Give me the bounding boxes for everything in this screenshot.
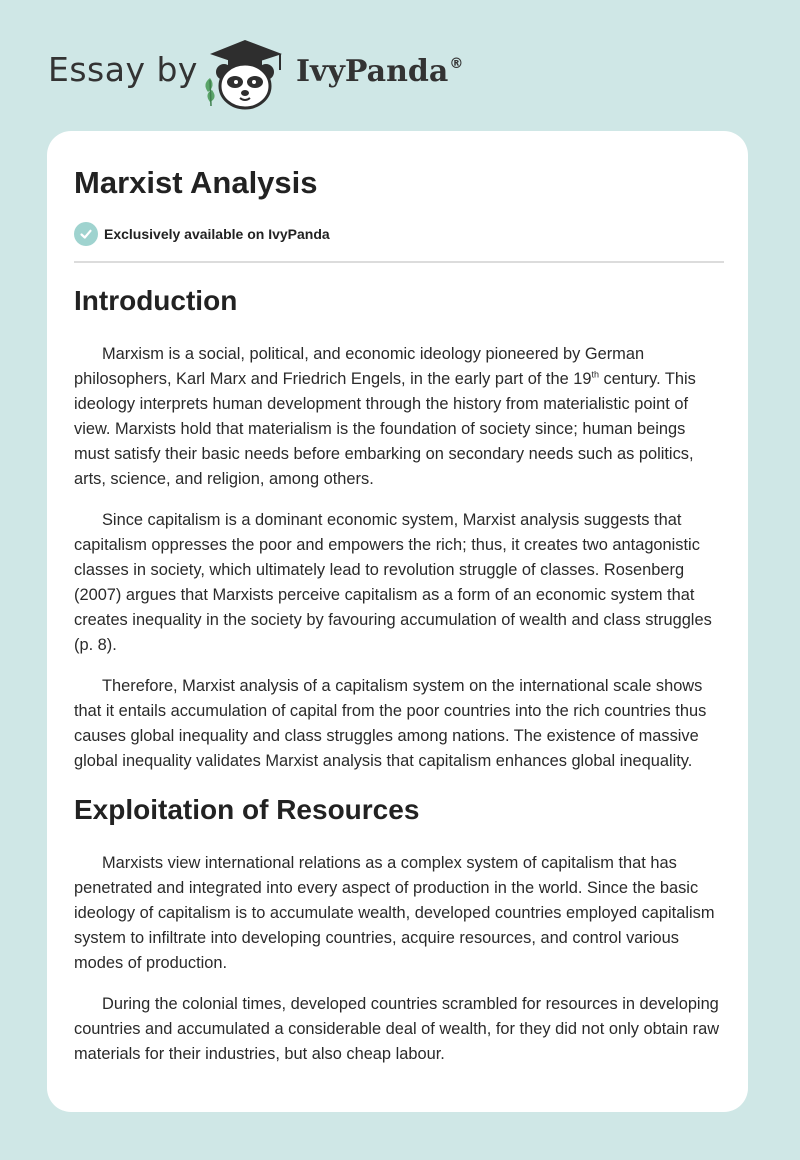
brand-text: IvyPanda (296, 54, 449, 89)
paragraph: During the colonial times, developed countries scrambled for resources in developing countries and accumulated a considerable deal of wealth, for they did not only obtain raw materials for their industries, but also cheap labour. (74, 995, 720, 1063)
check-circle-icon (74, 222, 98, 246)
title-divider (74, 261, 724, 263)
paragraph-text: Marxism is a social, political, and economic ideology pioneered by German philosophers, Karl Marx and Friedrich Engels, in the early part of the 19 (74, 345, 645, 388)
paragraph: Since capitalism is a dominant economic system, Marxist analysis suggests that capitalism oppresses the poor and empowers the rich; thus, it creates two antagonistic classes in society, which ultimately lead to revolution struggle of classes. Rosenberg (2007) argues that Marxists perceive capitalism as a form of an economic system that creates inequality in the society by favouring accumulation of wealth and class struggles (p. 8). (74, 511, 712, 654)
paragraph: Therefore, Marxist analysis of a capitalism system on the international scale shows that it entails accumulation of capital from the poor countries into the rich countries thus causes global inequality and class struggles among nations. The existence of massive global inequality validates Marxist analysis that capitalism enhances global inequality. (74, 677, 707, 770)
exclusive-text: Exclusively available on IvyPanda (104, 226, 330, 242)
essay-title: Marxist Analysis (74, 165, 318, 200)
paragraph-text: century. This ideology interprets human development through the history from materialistic point of view. Marxists hold that materialism is the foundation of society since; human beings must satisfy their basic needs before embarking on secondary needs such as politics, arts, science, and religion, among others. (74, 370, 696, 488)
paragraph: Marxists view international relations as a complex system of capitalism that has penetrated and integrated into every aspect of production in the world. Since the basic ideology of capitalism is to accumulate wealth, developed countries employed capitalism system to infiltrate into developing countries, acquire resources, and control various modes of production. (74, 854, 715, 972)
section-heading-exploitation: Exploitation of Resources (74, 794, 420, 825)
superscript: th (591, 369, 599, 380)
paragraph (74, 342, 724, 492)
section-heading-introduction: Introduction (74, 285, 238, 316)
brand-name[interactable] (296, 54, 463, 89)
registered-mark: ® (449, 56, 464, 72)
essay-by-label: Essay by (48, 50, 198, 89)
site-header (0, 0, 800, 130)
exclusive-badge (74, 222, 330, 246)
panda-graduate-icon[interactable] (200, 36, 290, 110)
essay-card (47, 131, 748, 1112)
